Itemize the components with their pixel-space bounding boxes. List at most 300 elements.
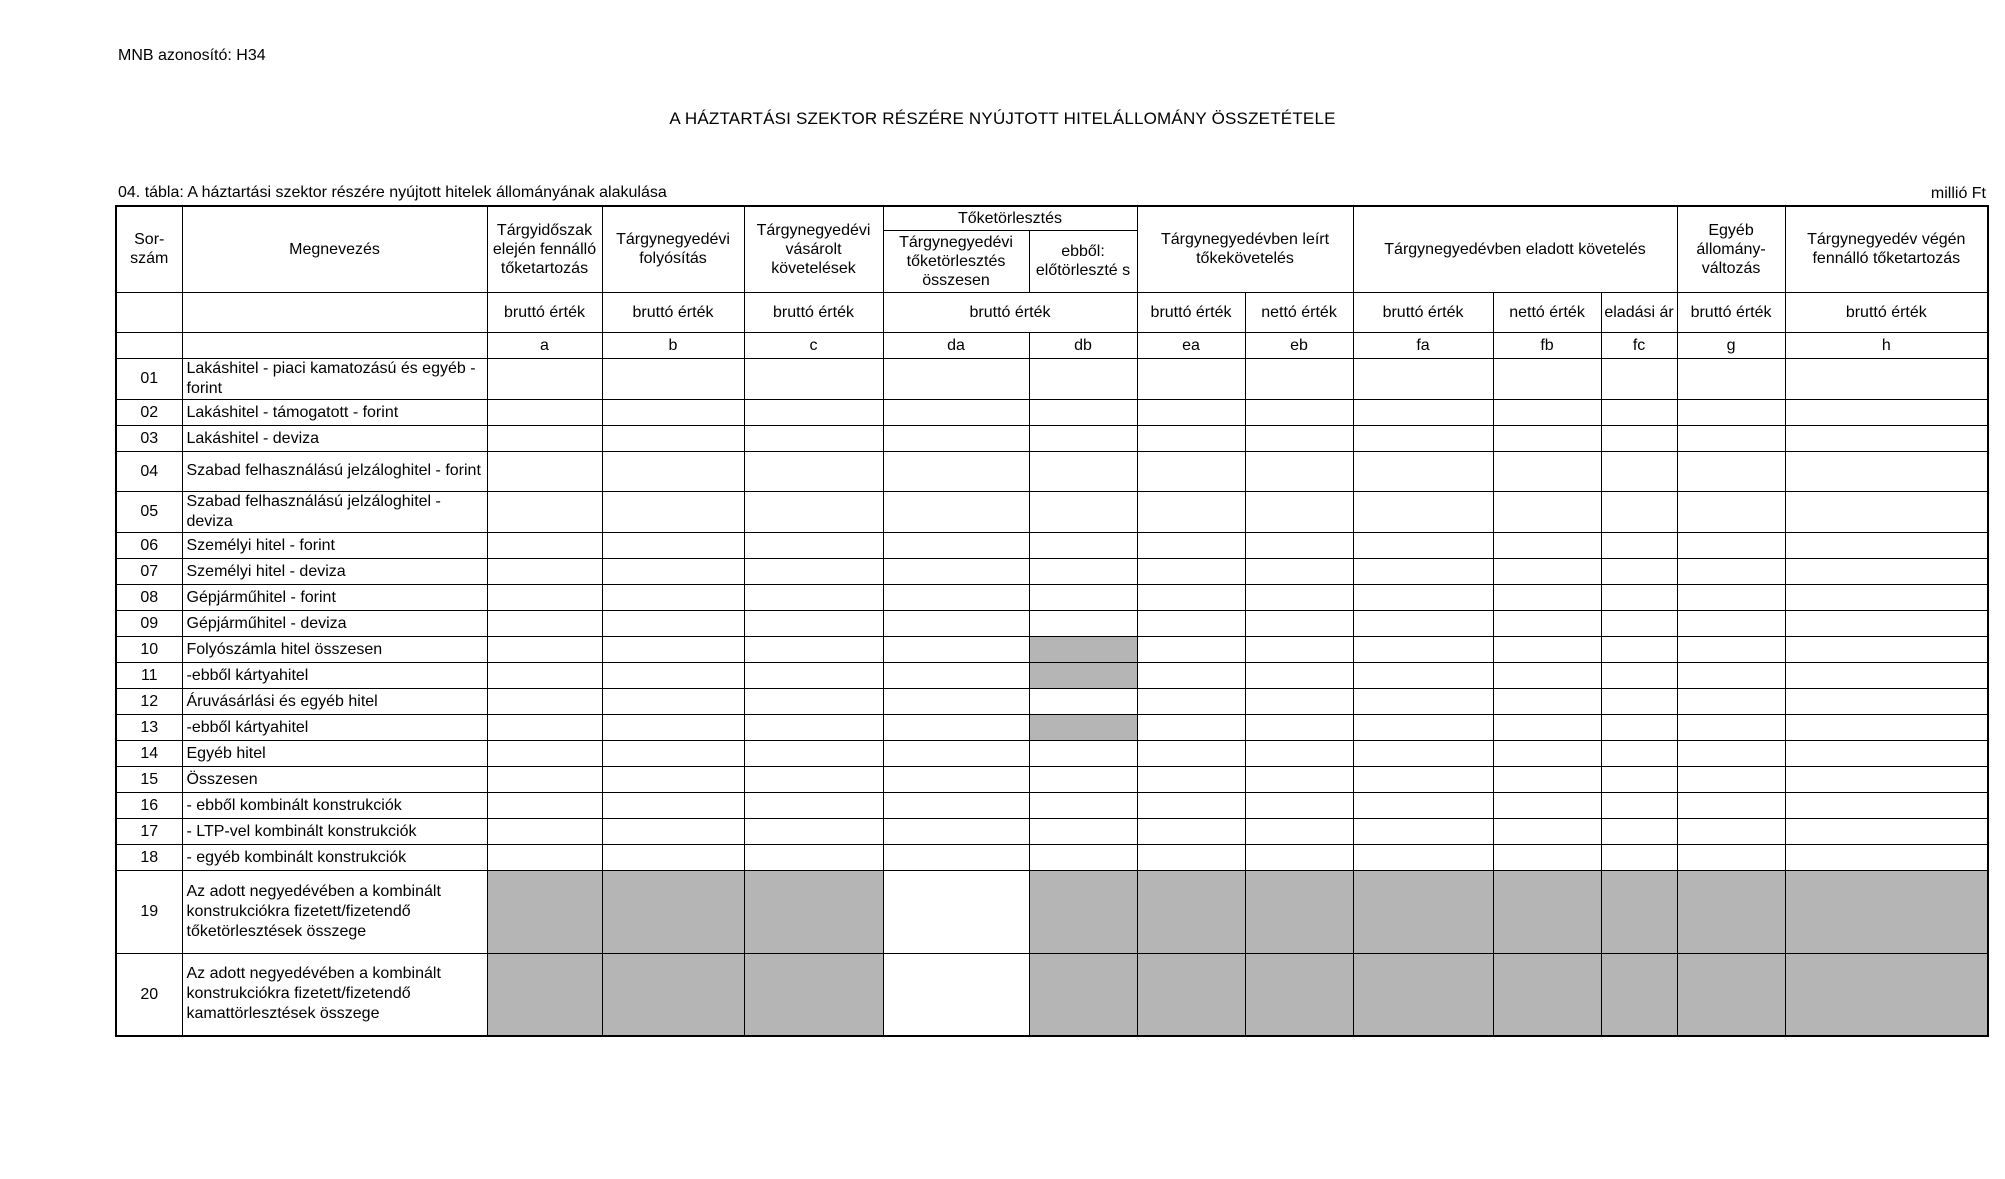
data-cell-fb[interactable] — [1493, 740, 1601, 766]
data-cell-g[interactable] — [1677, 870, 1785, 953]
data-cell-eb[interactable] — [1245, 451, 1353, 491]
data-cell-g[interactable] — [1677, 491, 1785, 532]
subheader-fc: eladási ár — [1601, 292, 1677, 332]
data-cell-db[interactable] — [1029, 792, 1137, 818]
data-cell-db[interactable] — [1029, 766, 1137, 792]
data-cell-fb[interactable] — [1493, 636, 1601, 662]
row-number: 13 — [116, 714, 182, 740]
data-cell-b[interactable] — [602, 451, 744, 491]
data-cell-da[interactable] — [883, 610, 1029, 636]
data-cell-da[interactable] — [883, 399, 1029, 425]
data-cell-h[interactable] — [1785, 688, 1988, 714]
column-code-fc: fc — [1601, 332, 1677, 358]
data-cell-ea[interactable] — [1137, 532, 1245, 558]
data-cell-da[interactable] — [883, 953, 1029, 1036]
data-cell-fa[interactable] — [1353, 662, 1493, 688]
data-cell-eb[interactable] — [1245, 870, 1353, 953]
data-cell-fa[interactable] — [1353, 844, 1493, 870]
data-cell-da[interactable] — [883, 740, 1029, 766]
data-cell-h[interactable] — [1785, 558, 1988, 584]
data-cell-h[interactable] — [1785, 584, 1988, 610]
data-cell-b[interactable] — [602, 792, 744, 818]
data-cell-eb[interactable] — [1245, 662, 1353, 688]
data-cell-fb[interactable] — [1493, 844, 1601, 870]
data-cell-da[interactable] — [883, 844, 1029, 870]
data-cell-fc[interactable] — [1601, 558, 1677, 584]
data-cell-b[interactable] — [602, 766, 744, 792]
data-cell-c[interactable] — [744, 636, 883, 662]
data-cell-fc[interactable] — [1601, 953, 1677, 1036]
data-cell-fc[interactable] — [1601, 636, 1677, 662]
data-cell-h[interactable] — [1785, 953, 1988, 1036]
subheader-eb: nettó érték — [1245, 292, 1353, 332]
data-cell-c[interactable] — [744, 662, 883, 688]
table-row — [116, 818, 1988, 844]
table-row — [116, 558, 1988, 584]
row-number: 05 — [116, 491, 182, 532]
data-cell-a[interactable] — [487, 818, 602, 844]
data-cell-eb[interactable] — [1245, 792, 1353, 818]
data-cell-fa[interactable] — [1353, 688, 1493, 714]
data-cell-ea[interactable] — [1137, 662, 1245, 688]
data-cell-db[interactable] — [1029, 818, 1137, 844]
header-g: Egyéb állomány- változás — [1677, 206, 1785, 292]
data-cell-g[interactable] — [1677, 425, 1785, 451]
data-cell-g[interactable] — [1677, 584, 1785, 610]
data-cell-b[interactable] — [602, 425, 744, 451]
data-cell-c[interactable] — [744, 584, 883, 610]
data-cell-c[interactable] — [744, 740, 883, 766]
data-cell-fc[interactable] — [1601, 740, 1677, 766]
data-cell-c[interactable] — [744, 451, 883, 491]
data-cell-da[interactable] — [883, 662, 1029, 688]
data-cell-fb[interactable] — [1493, 953, 1601, 1036]
data-cell-a[interactable] — [487, 532, 602, 558]
data-cell-fc[interactable] — [1601, 451, 1677, 491]
row-number: 16 — [116, 792, 182, 818]
data-cell-db[interactable] — [1029, 558, 1137, 584]
data-cell-a[interactable] — [487, 792, 602, 818]
table-row — [116, 358, 1988, 399]
row-number: 10 — [116, 636, 182, 662]
data-cell-db[interactable] — [1029, 491, 1137, 532]
column-code-a: a — [487, 332, 602, 358]
data-cell-eb[interactable] — [1245, 636, 1353, 662]
data-cell-fa[interactable] — [1353, 491, 1493, 532]
data-cell-h[interactable] — [1785, 714, 1988, 740]
data-cell-g[interactable] — [1677, 358, 1785, 399]
data-cell-fc[interactable] — [1601, 584, 1677, 610]
data-cell-b[interactable] — [602, 870, 744, 953]
data-cell-g[interactable] — [1677, 953, 1785, 1036]
data-cell-fa[interactable] — [1353, 714, 1493, 740]
data-cell-ea[interactable] — [1137, 358, 1245, 399]
data-cell-db[interactable] — [1029, 953, 1137, 1036]
data-cell-eb[interactable] — [1245, 491, 1353, 532]
data-cell-c[interactable] — [744, 870, 883, 953]
data-cell-ea[interactable] — [1137, 584, 1245, 610]
data-cell-da[interactable] — [883, 766, 1029, 792]
data-cell-fc[interactable] — [1601, 425, 1677, 451]
data-cell-fa[interactable] — [1353, 818, 1493, 844]
data-cell-g[interactable] — [1677, 451, 1785, 491]
data-cell-b[interactable] — [602, 844, 744, 870]
data-cell-fb[interactable] — [1493, 532, 1601, 558]
header-c: Tárgynegyedévi vásárolt követelések — [744, 206, 883, 292]
data-cell-b[interactable] — [602, 558, 744, 584]
data-cell-a[interactable] — [487, 358, 602, 399]
data-cell-h[interactable] — [1785, 792, 1988, 818]
data-cell-g[interactable] — [1677, 636, 1785, 662]
header-b: Tárgynegyedévi folyósítás — [602, 206, 744, 292]
row-name: Gépjárműhitel - forint — [182, 584, 487, 610]
data-cell-fb[interactable] — [1493, 491, 1601, 532]
data-cell-fb[interactable] — [1493, 818, 1601, 844]
data-cell-fb[interactable] — [1493, 792, 1601, 818]
data-cell-a[interactable] — [487, 399, 602, 425]
data-cell-a[interactable] — [487, 558, 602, 584]
data-cell-b[interactable] — [602, 358, 744, 399]
data-cell-eb[interactable] — [1245, 688, 1353, 714]
data-cell-ea[interactable] — [1137, 818, 1245, 844]
row-number: 11 — [116, 662, 182, 688]
data-cell-fb[interactable] — [1493, 425, 1601, 451]
table-row — [116, 425, 1988, 451]
data-cell-ea[interactable] — [1137, 610, 1245, 636]
data-cell-db[interactable] — [1029, 610, 1137, 636]
data-cell-da[interactable] — [883, 636, 1029, 662]
data-cell-fb[interactable] — [1493, 870, 1601, 953]
header-da: Tárgynegyedévi tőketörlesztés összesen — [883, 230, 1029, 292]
data-cell-da[interactable] — [883, 688, 1029, 714]
data-cell-fa[interactable] — [1353, 532, 1493, 558]
data-cell-db[interactable] — [1029, 584, 1137, 610]
data-cell-b[interactable] — [602, 491, 744, 532]
data-cell-fb[interactable] — [1493, 358, 1601, 399]
data-cell-db[interactable] — [1029, 451, 1137, 491]
header-e: Tárgynegyedévben leírt tőkekövetelés — [1137, 206, 1353, 292]
subheader-empty-sorszam — [116, 292, 182, 332]
column-code-g: g — [1677, 332, 1785, 358]
row-number: 07 — [116, 558, 182, 584]
data-cell-c[interactable] — [744, 766, 883, 792]
data-cell-a[interactable] — [487, 662, 602, 688]
data-cell-fc[interactable] — [1601, 714, 1677, 740]
data-cell-fa[interactable] — [1353, 584, 1493, 610]
data-cell-da[interactable] — [883, 532, 1029, 558]
table-row — [116, 844, 1988, 870]
data-cell-c[interactable] — [744, 610, 883, 636]
data-cell-ea[interactable] — [1137, 844, 1245, 870]
data-cell-g[interactable] — [1677, 610, 1785, 636]
data-cell-eb[interactable] — [1245, 610, 1353, 636]
data-cell-ea[interactable] — [1137, 953, 1245, 1036]
header-a: Tárgyidőszak elején fennálló tőketartozás — [487, 206, 602, 292]
data-cell-eb[interactable] — [1245, 844, 1353, 870]
data-cell-fc[interactable] — [1601, 662, 1677, 688]
row-name: Áruvásárlási és egyéb hitel — [182, 688, 487, 714]
data-cell-fc[interactable] — [1601, 792, 1677, 818]
data-cell-g[interactable] — [1677, 792, 1785, 818]
data-cell-h[interactable] — [1785, 610, 1988, 636]
header-sorszam: Sor- szám — [116, 206, 182, 292]
data-cell-fc[interactable] — [1601, 766, 1677, 792]
page-title: A HÁZTARTÁSI SZEKTOR RÉSZÉRE NYÚJTOTT HITELÁLLOMÁNY ÖSSZETÉTELE — [669, 109, 1336, 128]
column-code-ea: ea — [1137, 332, 1245, 358]
subheader-d: bruttó érték — [883, 292, 1137, 332]
table-caption: 04. tábla: A háztartási szektor részére nyújtott hitelek állományának alakulása — [118, 184, 667, 201]
row-name: Összesen — [182, 766, 487, 792]
row-number: 18 — [116, 844, 182, 870]
data-cell-db[interactable] — [1029, 844, 1137, 870]
data-cell-ea[interactable] — [1137, 740, 1245, 766]
row-number: 19 — [116, 870, 182, 953]
data-cell-db[interactable] — [1029, 662, 1137, 688]
data-cell-eb[interactable] — [1245, 532, 1353, 558]
data-cell-fb[interactable] — [1493, 584, 1601, 610]
data-cell-eb[interactable] — [1245, 766, 1353, 792]
data-cell-fb[interactable] — [1493, 451, 1601, 491]
data-cell-a[interactable] — [487, 844, 602, 870]
data-cell-h[interactable] — [1785, 399, 1988, 425]
data-cell-b[interactable] — [602, 818, 744, 844]
data-cell-ea[interactable] — [1137, 792, 1245, 818]
data-cell-ea[interactable] — [1137, 766, 1245, 792]
data-cell-fa[interactable] — [1353, 425, 1493, 451]
data-cell-c[interactable] — [744, 688, 883, 714]
data-cell-da[interactable] — [883, 358, 1029, 399]
data-cell-b[interactable] — [602, 584, 744, 610]
data-cell-fa[interactable] — [1353, 451, 1493, 491]
data-cell-a[interactable] — [487, 740, 602, 766]
data-cell-h[interactable] — [1785, 425, 1988, 451]
data-cell-c[interactable] — [744, 953, 883, 1036]
data-cell-fc[interactable] — [1601, 870, 1677, 953]
data-cell-eb[interactable] — [1245, 818, 1353, 844]
data-cell-fc[interactable] — [1601, 532, 1677, 558]
data-cell-fb[interactable] — [1493, 610, 1601, 636]
data-cell-db[interactable] — [1029, 688, 1137, 714]
data-cell-c[interactable] — [744, 714, 883, 740]
header-f: Tárgynegyedévben eladott követelés — [1353, 206, 1677, 292]
data-cell-g[interactable] — [1677, 532, 1785, 558]
data-cell-da[interactable] — [883, 491, 1029, 532]
data-cell-fc[interactable] — [1601, 610, 1677, 636]
data-cell-ea[interactable] — [1137, 425, 1245, 451]
table-row — [116, 766, 1988, 792]
data-cell-g[interactable] — [1677, 662, 1785, 688]
data-cell-db[interactable] — [1029, 636, 1137, 662]
data-cell-db[interactable] — [1029, 399, 1137, 425]
data-cell-fa[interactable] — [1353, 399, 1493, 425]
data-cell-h[interactable] — [1785, 662, 1988, 688]
data-cell-da[interactable] — [883, 584, 1029, 610]
data-cell-a[interactable] — [487, 688, 602, 714]
data-cell-eb[interactable] — [1245, 358, 1353, 399]
data-table — [115, 205, 1989, 1037]
data-cell-fb[interactable] — [1493, 662, 1601, 688]
data-cell-fa[interactable] — [1353, 953, 1493, 1036]
column-code-fb: fb — [1493, 332, 1601, 358]
table-row — [116, 399, 1988, 425]
data-cell-eb[interactable] — [1245, 740, 1353, 766]
code-empty-megnevezes — [182, 332, 487, 358]
data-cell-c[interactable] — [744, 558, 883, 584]
column-code-c: c — [744, 332, 883, 358]
data-cell-a[interactable] — [487, 425, 602, 451]
row-name: Lakáshitel - piaci kamatozású és egyéb - forint — [182, 358, 487, 399]
data-cell-fb[interactable] — [1493, 688, 1601, 714]
data-cell-c[interactable] — [744, 818, 883, 844]
data-cell-ea[interactable] — [1137, 558, 1245, 584]
data-cell-fc[interactable] — [1601, 844, 1677, 870]
data-cell-b[interactable] — [602, 688, 744, 714]
row-number: 12 — [116, 688, 182, 714]
data-cell-ea[interactable] — [1137, 491, 1245, 532]
data-cell-c[interactable] — [744, 358, 883, 399]
row-number: 08 — [116, 584, 182, 610]
data-cell-db[interactable] — [1029, 532, 1137, 558]
data-cell-fc[interactable] — [1601, 399, 1677, 425]
code-empty-sorszam — [116, 332, 182, 358]
data-cell-da[interactable] — [883, 451, 1029, 491]
data-cell-fa[interactable] — [1353, 636, 1493, 662]
data-cell-da[interactable] — [883, 792, 1029, 818]
data-cell-eb[interactable] — [1245, 953, 1353, 1036]
data-cell-h[interactable] — [1785, 818, 1988, 844]
data-cell-c[interactable] — [744, 532, 883, 558]
data-cell-a[interactable] — [487, 870, 602, 953]
table-row — [116, 636, 1988, 662]
data-cell-a[interactable] — [487, 610, 602, 636]
data-cell-fb[interactable] — [1493, 766, 1601, 792]
data-cell-g[interactable] — [1677, 714, 1785, 740]
data-cell-da[interactable] — [883, 714, 1029, 740]
data-cell-eb[interactable] — [1245, 584, 1353, 610]
data-cell-fa[interactable] — [1353, 610, 1493, 636]
data-cell-b[interactable] — [602, 740, 744, 766]
row-name: Lakáshitel - támogatott - forint — [182, 399, 487, 425]
table-row — [116, 688, 1988, 714]
data-cell-fa[interactable] — [1353, 358, 1493, 399]
data-cell-fc[interactable] — [1601, 818, 1677, 844]
data-cell-fc[interactable] — [1601, 688, 1677, 714]
data-cell-b[interactable] — [602, 532, 744, 558]
data-cell-ea[interactable] — [1137, 688, 1245, 714]
data-cell-c[interactable] — [744, 491, 883, 532]
data-cell-a[interactable] — [487, 714, 602, 740]
data-cell-c[interactable] — [744, 425, 883, 451]
data-cell-db[interactable] — [1029, 870, 1137, 953]
data-cell-h[interactable] — [1785, 532, 1988, 558]
data-cell-fa[interactable] — [1353, 766, 1493, 792]
data-cell-db[interactable] — [1029, 425, 1137, 451]
data-cell-eb[interactable] — [1245, 714, 1353, 740]
data-cell-a[interactable] — [487, 766, 602, 792]
data-cell-b[interactable] — [602, 662, 744, 688]
data-cell-g[interactable] — [1677, 688, 1785, 714]
data-cell-a[interactable] — [487, 451, 602, 491]
table-row — [116, 451, 1988, 491]
data-cell-h[interactable] — [1785, 844, 1988, 870]
data-cell-eb[interactable] — [1245, 425, 1353, 451]
data-cell-h[interactable] — [1785, 766, 1988, 792]
row-name: Szabad felhasználású jelzáloghitel - forint — [182, 451, 487, 491]
data-cell-eb[interactable] — [1245, 399, 1353, 425]
data-cell-fa[interactable] — [1353, 870, 1493, 953]
data-cell-g[interactable] — [1677, 844, 1785, 870]
data-cell-fc[interactable] — [1601, 491, 1677, 532]
data-cell-a[interactable] — [487, 636, 602, 662]
data-cell-c[interactable] — [744, 399, 883, 425]
data-cell-c[interactable] — [744, 844, 883, 870]
row-name: Személyi hitel - forint — [182, 532, 487, 558]
data-cell-a[interactable] — [487, 584, 602, 610]
data-cell-c[interactable] — [744, 792, 883, 818]
row-name: - egyéb kombinált konstrukciók — [182, 844, 487, 870]
data-cell-da[interactable] — [883, 558, 1029, 584]
data-cell-fb[interactable] — [1493, 714, 1601, 740]
data-cell-g[interactable] — [1677, 558, 1785, 584]
data-cell-fc[interactable] — [1601, 358, 1677, 399]
data-cell-ea[interactable] — [1137, 399, 1245, 425]
data-cell-da[interactable] — [883, 870, 1029, 953]
data-cell-g[interactable] — [1677, 766, 1785, 792]
subheader-a: bruttó érték — [487, 292, 602, 332]
data-cell-h[interactable] — [1785, 740, 1988, 766]
data-cell-da[interactable] — [883, 425, 1029, 451]
data-cell-ea[interactable] — [1137, 870, 1245, 953]
data-cell-fb[interactable] — [1493, 399, 1601, 425]
data-cell-g[interactable] — [1677, 399, 1785, 425]
data-cell-fa[interactable] — [1353, 792, 1493, 818]
subheader-h: bruttó érték — [1785, 292, 1988, 332]
subheader-g: bruttó érték — [1677, 292, 1785, 332]
data-cell-a[interactable] — [487, 491, 602, 532]
data-cell-a[interactable] — [487, 953, 602, 1036]
data-cell-fb[interactable] — [1493, 558, 1601, 584]
data-cell-fa[interactable] — [1353, 558, 1493, 584]
data-cell-eb[interactable] — [1245, 558, 1353, 584]
data-cell-ea[interactable] — [1137, 714, 1245, 740]
data-cell-h[interactable] — [1785, 451, 1988, 491]
data-cell-b[interactable] — [602, 610, 744, 636]
header-db: ebből: előtörleszté s — [1029, 230, 1137, 292]
table-row — [116, 584, 1988, 610]
header-h: Tárgynegyedév végén fennálló tőketartozás — [1785, 206, 1988, 292]
data-cell-ea[interactable] — [1137, 636, 1245, 662]
data-cell-b[interactable] — [602, 714, 744, 740]
data-cell-g[interactable] — [1677, 740, 1785, 766]
data-cell-h[interactable] — [1785, 636, 1988, 662]
data-cell-b[interactable] — [602, 953, 744, 1036]
data-cell-h[interactable] — [1785, 358, 1988, 399]
mnb-id: MNB azonosító: H34 — [118, 47, 266, 64]
data-cell-b[interactable] — [602, 636, 744, 662]
data-cell-db[interactable] — [1029, 740, 1137, 766]
row-name: -ebből kártyahitel — [182, 662, 487, 688]
data-cell-g[interactable] — [1677, 818, 1785, 844]
data-cell-db[interactable] — [1029, 714, 1137, 740]
data-cell-b[interactable] — [602, 399, 744, 425]
data-cell-db[interactable] — [1029, 358, 1137, 399]
data-cell-da[interactable] — [883, 818, 1029, 844]
data-cell-fa[interactable] — [1353, 740, 1493, 766]
data-cell-h[interactable] — [1785, 870, 1988, 953]
column-code-da: da — [883, 332, 1029, 358]
data-cell-ea[interactable] — [1137, 451, 1245, 491]
data-cell-h[interactable] — [1785, 491, 1988, 532]
